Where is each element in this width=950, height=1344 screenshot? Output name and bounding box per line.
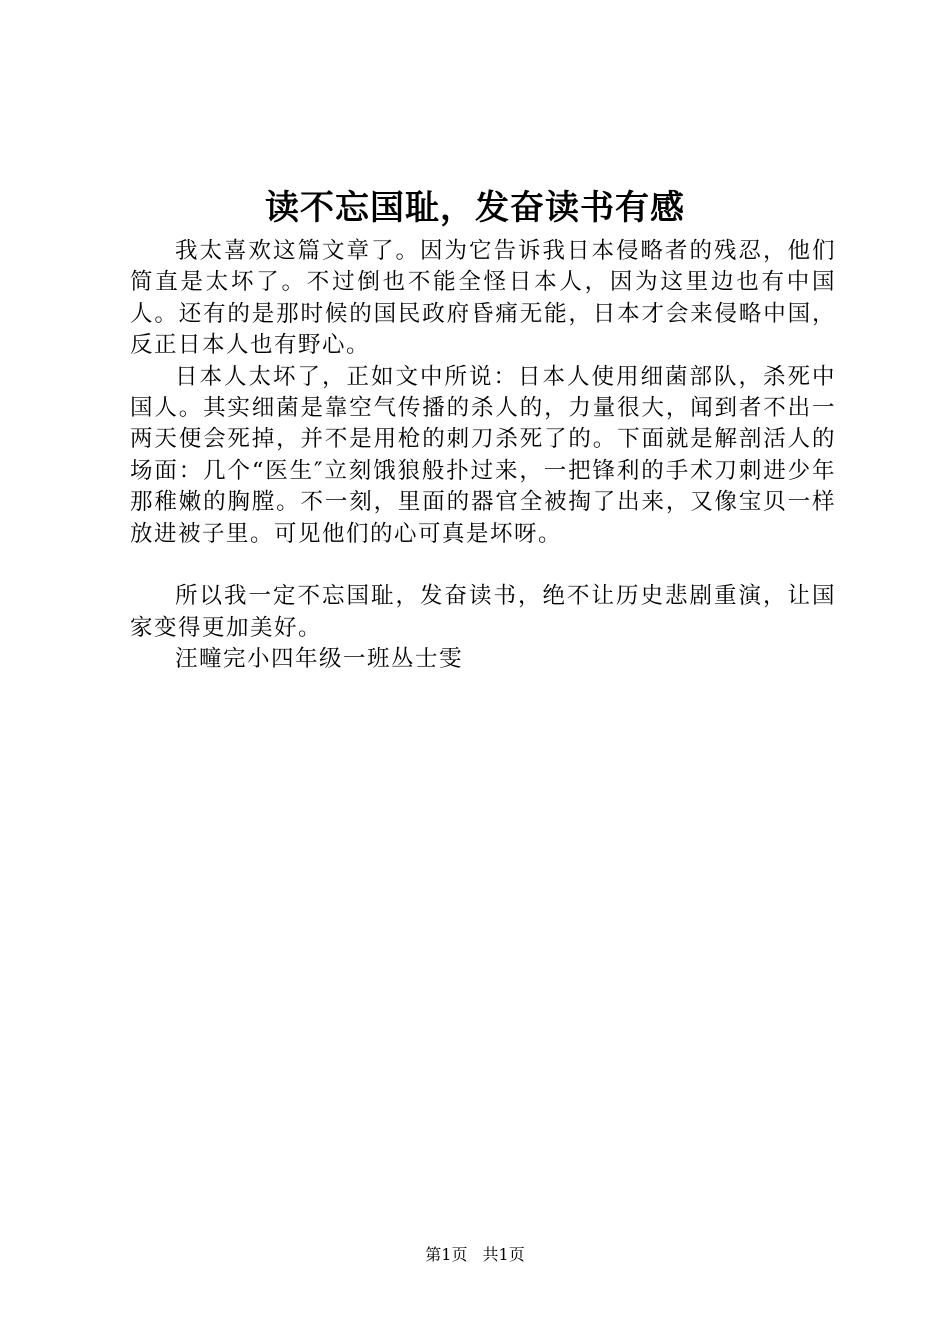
author-line: 汪疃完小四年级一班丛士雯 xyxy=(175,646,464,673)
page-footer xyxy=(0,1244,950,1266)
page-number-current: 第1页 xyxy=(425,1245,468,1264)
paragraph-1: 我太喜欢这篇文章了。因为它告诉我日本侵略者的残忍，他们简直是太坏了。不过倒也不能全怪日本人，因为这里边也有中国人。还有的是那时候的国民政府昏痛无能，日本才会来侵略中国，反正日本人也有野心。 xyxy=(130,238,836,359)
paragraph-3: 所以我一定不忘国耻，发奋读书，绝不让历史悲剧重演，让国家变得更加美好。 xyxy=(130,583,836,641)
page-number-total: 共1页 xyxy=(482,1245,525,1264)
document-title: 读不忘国耻，发奋读书有感 xyxy=(265,188,685,228)
document-body xyxy=(130,236,836,676)
paragraph-spacer xyxy=(130,550,836,581)
paragraph-2: 日本人太坏了，正如文中所说：日本人使用细菌部队，杀死中国人。其实细菌是靠空气传播的杀人的，力量很大，闻到者不出一两天便会死掉，并不是用枪的刺刀杀死了的。下面就是解剖活人的场面：几个“医生″立刻饿狼般扑过来，一把锋利的手术刀刺进少年那稚嫩的胸膛。不一刻，里面的器官全被掏了出来，又像宝贝一样放进被子里。可见他们的心可真是坏呀。 xyxy=(130,363,836,547)
